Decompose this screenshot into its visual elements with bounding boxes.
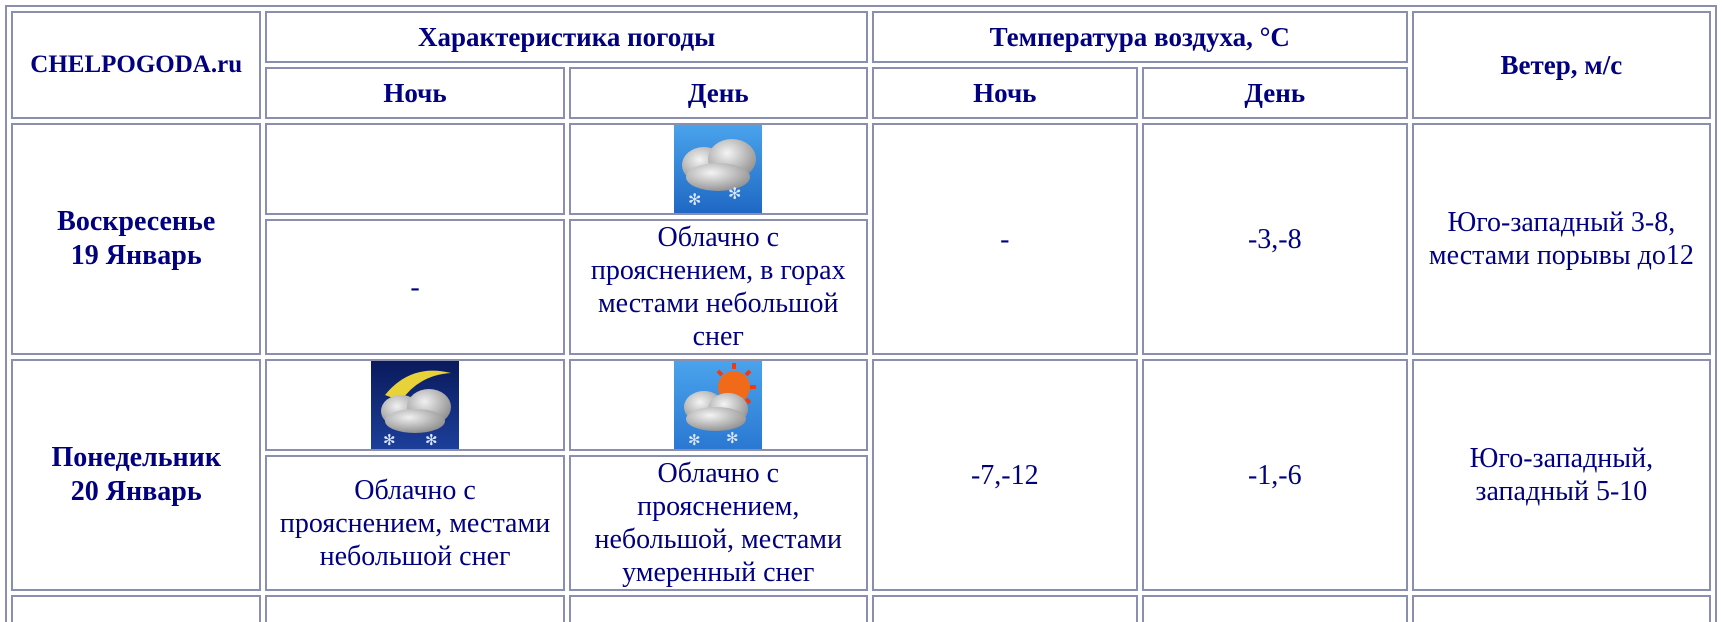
svg-text:✻: ✻ <box>726 429 739 447</box>
night-icon-cell <box>265 123 564 215</box>
svg-text:✻: ✻ <box>383 431 396 449</box>
night-icon-cell <box>265 359 564 451</box>
day-icon-cell <box>569 359 868 451</box>
svg-text:✻: ✻ <box>728 184 742 203</box>
header-row-1 <box>11 11 1711 63</box>
table-row <box>11 359 1711 451</box>
weather-table <box>5 5 1717 622</box>
char-day-heading: День <box>569 67 868 119</box>
day-date: 20 Январь <box>70 476 202 507</box>
temp-night-cell: -7,-12 <box>872 359 1138 591</box>
wind-heading: Ветер, м/с <box>1412 11 1711 119</box>
cloudy-snow-icon <box>674 125 762 213</box>
svg-text:✻: ✻ <box>688 431 701 449</box>
temp-night-heading: Ночь <box>872 67 1138 119</box>
table-row <box>11 123 1711 215</box>
day-cell <box>11 359 261 591</box>
day-desc: Облачно с прояснением, в горах местами небольшой снег <box>569 219 868 355</box>
day-name: Понедельник <box>51 442 221 473</box>
weather-char-heading: Характеристика погоды <box>265 11 867 63</box>
air-temp-heading: Температура воздуха, °С <box>872 11 1408 63</box>
char-night-heading: Ночь <box>265 67 564 119</box>
svg-text:✻: ✻ <box>688 190 702 209</box>
night-icon-cell <box>265 595 564 622</box>
moon-cloud-snow-icon <box>371 361 459 449</box>
temp-day-heading: День <box>1142 67 1408 119</box>
temp-day-cell <box>1142 595 1408 622</box>
day-icon-cell <box>569 595 868 622</box>
night-desc: Облачно с прояснением, местами небольшой снег <box>265 455 564 591</box>
table-row <box>11 595 1711 622</box>
temp-day-cell: -1,-6 <box>1142 359 1408 591</box>
day-name: Воскресенье <box>57 206 216 237</box>
site-name: CHELPOGODA.ru <box>11 11 261 119</box>
svg-text:✻: ✻ <box>425 431 438 449</box>
night-desc: - <box>265 219 564 355</box>
day-cell <box>11 595 261 622</box>
temp-night-cell: - <box>872 123 1138 355</box>
wind-cell: Юго-западный, западный 5-10 <box>1412 359 1711 591</box>
wind-cell: Юго-западный 3-8, местами порывы до12 <box>1412 123 1711 355</box>
day-desc: Облачно с прояснением, небольшой, местами умеренный снег <box>569 455 868 591</box>
day-cell <box>11 123 261 355</box>
temp-night-cell <box>872 595 1138 622</box>
temp-day-cell: -3,-8 <box>1142 123 1408 355</box>
wind-cell <box>1412 595 1711 622</box>
day-date: 19 Январь <box>70 240 202 271</box>
day-icon-cell <box>569 123 868 215</box>
sun-cloud-snow-icon <box>674 361 762 449</box>
